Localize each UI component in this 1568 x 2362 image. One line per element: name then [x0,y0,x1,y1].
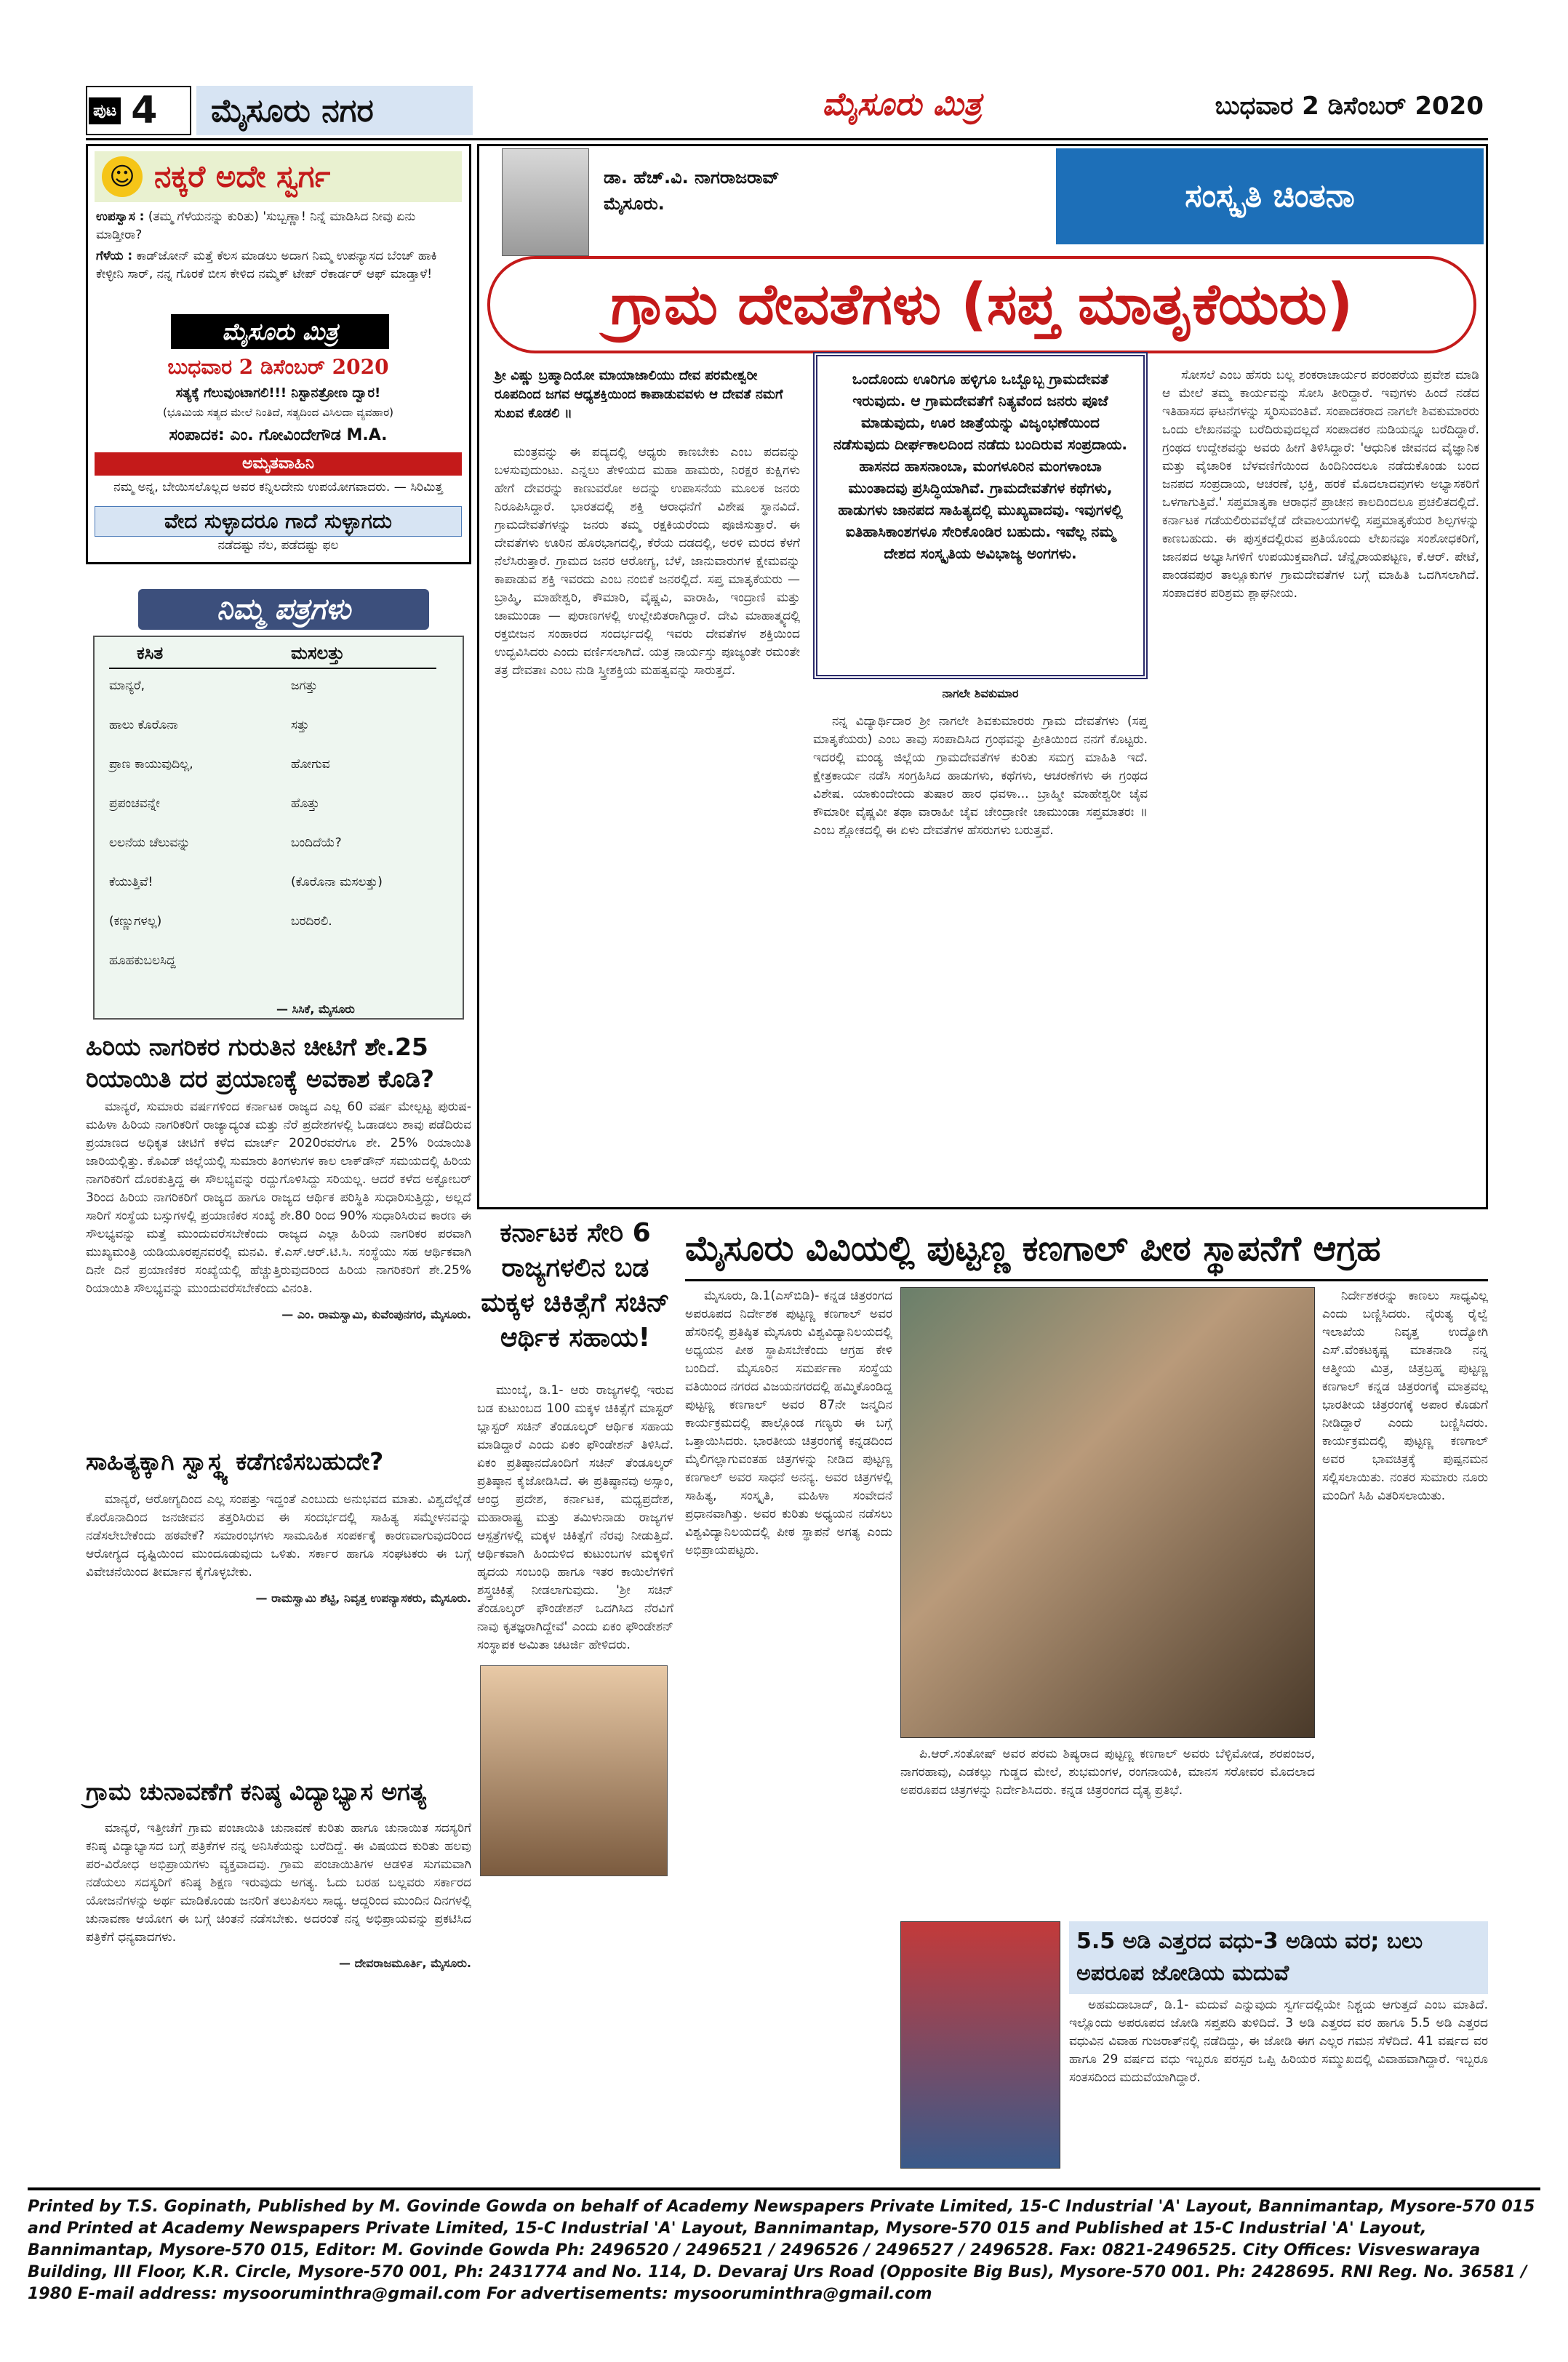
proverb-text: ನಡೆದಷ್ಟು ನೆಲ, ಪಡೆದಷ್ಟು ಫಲ [217,538,339,553]
author-place: ಮೈಸೂರು. [604,193,665,214]
tagline-line2: (ಭೂಮಿಯ ಸತ್ಯದ ಮೇಲೆ ನಿಂತಿದೆ, ಸತ್ಯದಿಂದ ವಿಸಿಲದಾ ವ್ಯವಹಾರ) [162,406,394,419]
author-name: ಡಾ. ಹೆಚ್.ವಿ. ನಾಗರಾಜರಾವ್ [604,167,780,188]
joke1-body: (ತಮ್ಮ ಗೆಳೆಯನನ್ನು ಕುರಿತು) 'ಸುಬ್ಬಣ್ಣಾ! ನಿನ್ನೆ ಮಾಡಿಸಿದ ನೀವು ಏನು ಮಾಡ್ತೀರಾ? [96,209,416,242]
feature-column-2 [813,713,1148,1200]
pull-quote: ಒಂದೊಂದು ಊರಿಗೂ ಹಳ್ಳಿಗೂ ಒಬ್ಬೊಬ್ಬ ಗ್ರಾಮದೇವತೆ ಇರುವುದು. ಆ ಗ್ರಾಮದೇವತೆಗೆ ನಿತ್ಯವೆಂದ ಜನರು ಪೂಜೆ ಮಾಡುವುದು, ಊರ ಜಾತ್ರೆಯನ್ನು ವಿಜೃಂಭಣೆಯಿಂದ ನಡೆಸುವುದು ದೀರ್ಘಕಾಲದಿಂದ ನಡೆದು ಬಂದಿರುವ ಸಂಪ್ರದಾಯ. ಹಾಸನದ ಹಾಸನಾಂಬಾ, ಮಂಗಳೂರಿನ ಮಂಗಳಾಂಬಾ ಮುಂತಾದವು ಪ್ರಸಿದ್ಧಿಯಾಗಿವೆ. ಗ್ರಾಮದೇವತೆಗಳ ಕಥೆಗಳು, ಹಾಡುಗಳು ಜಾನಪದ ಸಾಹಿತ್ಯದಲ್ಲಿ ಮುಖ್ಯವಾದವು. ಇವುಗಳಲ್ಲಿ ಐತಿಹಾಸಿಕಾಂಶಗಳೂ ಸೇರಿಕೊಂಡಿರ ಬಹುದು. ಇವೆಲ್ಲ ನಮ್ಮ ದೇಶದ ಸಂಸ್ಕೃತಿಯ ಅವಿಭಾಜ್ಯ ಅಂಗಗಳು. [813,352,1148,679]
page-number-box [86,86,191,135]
page-label: ಪುಟ [89,97,121,124]
laughing-face-icon: ☺ [102,156,143,197]
wedding-body [1069,1996,1488,2178]
poem-right-line: ಸತ್ತು [291,718,309,732]
feature-column-3-text: ಸೋಸಲೆ ಎಂಬ ಹೆಸರು ಬಲ್ಲ ಶಂಕರಾಚಾರ್ಯರ ಪರಂಪರೆಯ ಪ್ರವೇಶ ಮಾಡಿ ಆ ಮೇಲೆ ತಮ್ಮ ಕಾರ್ಯವನ್ನು ಸೋಸಿ ತೀರಿದ್ದಾರೆ. ಇವುಗಳು ಹಿಂದೆ ನಡೆದ ಇತಿಹಾಸದ ಘಟನೆಗಳನ್ನು ಸ್ಮರಿಸುವಂತಿವೆ. ಸಂಪಾದಕರಾದ ನಾಗಲೇ ಶಿವಕುಮಾರರು ಒಂದು ಲೇಖನವನ್ನು ಬರೆದಿರುವುದಲ್ಲದೆ ಸಂಪಾದಕರ ನುಡಿಯನ್ನೂ ಬರೆದಿದ್ದಾರೆ. ಗ್ರಂಥದ ಉದ್ದೇಶವನ್ನು ಅವರು ಹೀಗೆ ತಿಳಿಸಿದ್ದಾರೆ: 'ಆಧುನಿಕ ಜೀವನದ ವೈಜ್ಞಾನಿಕ ಮತ್ತು ವೈಚಾರಿಕ ಬೆಳವಣಿಗೆಯಿಂದ ಹಿಂದಿನಿಂದಲೂ ನಡೆದುಕೊಂಡು ಬಂದ ಜನಪದ ಸಂಪ್ರದಾಯ, ಆಚರಣೆ, ಭಕ್ತಿ, ಹರಕೆ ಮೊದಲಾದವುಗಳು ಅಭ್ಯಾಸಕರಿಗೆ ಒಳಗಾಗುತ್ತಿವೆ.' ಸಪ್ತಮಾತೃಕಾ ಆರಾಧನೆ ಪ್ರಾಚೀನ ಕಾಲದಿಂದಲೂ ಪ್ರಚಲಿತದಲ್ಲಿದೆ. ಕರ್ನಾಟಕ ಗಡೆಯಲಿರುವವೆಲ್ಲೆಡೆ ದೇವಾಲಯಗಳಲ್ಲಿ ಸಪ್ತಮಾತೃಕೆಯರ ಶಿಲ್ಪಗಳನ್ನು ಕಾಣಬಹುದು. ಈ ಪುಸ್ತಕದಲ್ಲಿರುವ ಪ್ರತಿಯೊಂದು ಲೇಖನವೂ ಸಂಶೋಧಕರಿಗೆ, ಜಾನಪದ ಅಭ್ಯಾಸಿಗಳಿಗೆ ಉಪಯುಕ್ತವಾಗಿದೆ. ಚೆನ್ನೈರಾಯಪಟ್ಟಣ, ಕೆ.ಆರ್. ಪೇಟೆ, ಪಾಂಡವಪುರ ತಾಲ್ಲೂಕುಗಳ ಗ್ರಾಮದೇವತೆಗಳ ಬಗ್ಗೆ ಮಾಹಿತಿ ಒದಗಿಸಲಾಗಿದೆ. ಸಂಪಾದಕರ ಪರಿಶ್ರಮ ಶ್ಲಾಘನೀಯ. [1162,368,1479,601]
joke-text [96,208,463,284]
feature-verse: ಶ್ರೀ ವಿಷ್ಣು ಬ್ರಹ್ಮಾದಿಯೋ ಮಾಯಾಜಾಲಿಯು ದೇವ ಪರಮೇಶ್ವರೀ ರೂಪದಿಂದ ಜಗವ ಆಧ್ಯಶಕ್ತಿಯಿಂದ ಕಾಪಾಡುವವಳು ಆ ದೇವತೆ ನಮಗೆ ಸುಖವ ಕೊಡಲಿ ॥ [495,368,783,421]
kanagal-column-2-text: ಪಿ.ಆರ್.ಸಂತೋಷ್ ಅವರ ಪರಮ ಶಿಷ್ಯರಾದ ಪುಟ್ಟಣ್ಣ ಕಣಗಾಲ್ ಅವರು ಬೆಳ್ಳಿಮೋಡ, ಶರಪಂಜರ, ನಾಗರಹಾವು, ಎಡಕಲ್ಲು ಗುಡ್ಡದ ಮೇಲೆ, ಶುಭಮಂಗಳ, ರಂಗನಾಯಕಿ, ಮಾನಸ ಸರೋವರ ಮೊದಲಾದ ಅಪರೂಪದ ಚಿತ್ರಗಳನ್ನು ನಿರ್ದೇಶಿಸಿದರು. ಕನ್ನಡ ಚಿತ್ರರಂಗದ ದೈತ್ಯ ಪ್ರತಿಭೆ. [900,1747,1315,1798]
poem-right-heading: ಮಸಲತ್ತು [291,643,345,663]
issue-date: ಬುಧವಾರ 2 ಡಿಸೆಂಬರ್ 2020 [1215,92,1484,121]
letter1-text: ಮಾನ್ಯರೆ, ಸುಮಾರು ವರ್ಷಗಳಿಂದ ಕರ್ನಾಟಕ ರಾಜ್ಯದ ಎಲ್ಲ 60 ವರ್ಷ ಮೇಲ್ಪಟ್ಟ ಪುರುಷ-ಮಹಿಳಾ ಹಿರಿಯ ನಾಗರಿಕರಿಗೆ ರಾಜ್ಯಾದ್ಯಂತ ಮತ್ತು ನೆರೆ ಪ್ರದೇಶಗಳಲ್ಲಿ ಓಡಾಡಲು ಶಾವು ಪಡೆದಿರುವ ಪ್ರಯಾಣದ ಅಧಿಕೃತ ಚೀಟಿಗೆ ಕಳೆದ ಮಾರ್ಚ್ 2020ರವರೆಗೂ ಶೇ. 25% ರಿಯಾಯಿತಿ ಜಾರಿಯಲ್ಲಿತ್ತು. ಕೊವಿಡ್ ಜಿಲ್ಲೆಯಲ್ಲಿ ಸುಮಾರು ತಿಂಗಳುಗಳ ಕಾಲ ಲಾಕ್‌ಡೌನ್ ಸಮಯದಲ್ಲಿ ಹಿರಿಯ ನಾಗರಿಕರಿಗೆ ದೊರಕುತ್ತಿದ್ದ ಈ ಸೌಲಭ್ಯವನ್ನು ರದ್ದುಗೊಳಿಸಿದ್ದು ಸರಿಯಲ್ಲ. ಆದರೆ ಕಳೆದ ಅಕ್ಟೋಬರ್ 3ರಿಂದ ಹಿರಿಯ ನಾಗರಿಕರಿಗೆ ರಾಜ್ಯದ ಹಾಗೂ ರಾಜ್ಯದ ಆರ್ಥಿಕ ಪರಿಸ್ಥಿತಿ ಸುಧಾರಿಸುತ್ತಿದ್ದು, ಅಲ್ಲದೆ ಸಾರಿಗೆ ಸಂಸ್ಥೆಯ ಬಸ್ಸುಗಳಲ್ಲಿ ಪ್ರಯಾಣಿಕರ ಸಂಖ್ಯೆ ಶೇ.80 ರಿಂದ 90% ಸುಧಾರಿಸಿರುವ ಕಾರಣ ಈ ಸೌಲಭ್ಯವನ್ನು ಮತ್ತೆ ಮುಂದುವರೆಸಬೇಕೆಂದು ರಾಜ್ಯದ ಎಲ್ಲಾ ಹಿರಿಯ ನಾಗರಿಕರ ಪರವಾಗಿ ಮುಖ್ಯಮಂತ್ರಿ ಯಡಿಯೂರಪ್ಪನವರಲ್ಲಿ ಮನವಿ. ಕೆ.ಎಸ್.ಆರ್.ಟಿ.ಸಿ. ಸಂಸ್ಥೆಯು ಸಹ ಆರ್ಥಿಕವಾಗಿ ದಿನೇ ದಿನೆ ಪ್ರಯಾಣಿಕರ ಸಂಖ್ಯೆಯಲ್ಲಿ ಹೆಚ್ಚುತ್ತಿರುವುದರಿಂದ ಹಿರಿಯ ನಾಗರಿಕರಿಗೆ ಶೇ.25% ರಿಯಾಯಿತಿ ಸೌಲಭ್ಯವನ್ನು ಮುಂದುವರೆಸಬೇಕೆಂದು ವಿನಂತಿ. [86,1100,471,1296]
feature-column-1-text: ಮಂತ್ರವನ್ನು ಈ ಪದ್ಯದಲ್ಲಿ ಆಧ್ಯರು ಕಾಣಬೇಕು ಎಂಬ ಪದವನ್ನು ಬಳಸುವುದುಂಟು. ಎನ್ನಲು ತೇಳಿಯದ ಮಹಾ ಹಾಮರು, ನಿರಕ್ಷರ ಕುಕ್ಷಿಗಳು ಹೇಗೆ ದೇವರನ್ನು ಕಾಣುವರೋ ಅದನ್ನು ಉಪಾಸನೆಯ ಮೂಲಕ ಜನರು ನಿರೂಪಿಸಿದ್ದಾರೆ. ಭಾರತದಲ್ಲಿ ಶಕ್ತಿ ಆರಾಧನೆಗೆ ವಿಶೇಷ ಸ್ಥಾನವಿದೆ. ಗ್ರಾಮದೇವತೆಗಳನ್ನು ಜನರು ತಮ್ಮ ರಕ್ಷಕಿಯರೆಂದು ಪೂಜಿಸುತ್ತಾರೆ. ಈ ದೇವತೆಗಳು ಊರಿನ ಹೊರಭಾಗದಲ್ಲಿ, ಕೆರೆಯ ದಡದಲ್ಲಿ, ಅರಳಿ ಮರದ ಕೆಳಗೆ ನೆಲೆಸಿರುತ್ತಾರೆ. ಗ್ರಾಮದ ಜನರ ಆರೋಗ್ಯ, ಬೆಳೆ, ಜಾನುವಾರುಗಳ ಕ್ಷೇಮವನ್ನು ಕಾಪಾಡುವ ಶಕ್ತಿ ಇವರದು ಎಂಬ ನಂಬಿಕೆ ಜನರಲ್ಲಿದೆ. ಸಪ್ತ ಮಾತೃಕೆಯರು — ಬ್ರಾಹ್ಮಿ, ಮಾಹೇಶ್ವರಿ, ಕೌಮಾರಿ, ವೈಷ್ಣವಿ, ವಾರಾಹಿ, ಇಂದ್ರಾಣಿ ಮತ್ತು ಚಾಮುಂಡಾ — ಪುರಾಣಗಳಲ್ಲಿ ಉಲ್ಲೇಖಿತರಾಗಿದ್ದಾರೆ. ದೇವಿ ಮಾಹಾತ್ಮ್ಯದಲ್ಲಿ ರಕ್ತಬೀಜನ ಸಂಹಾರದ ಸಂದರ್ಭದಲ್ಲಿ ಇವರು ದೇವತೆಗಳ ಶಕ್ತಿಯಿಂದ ಉದ್ಭವಿಸಿದರು ಎಂದು ವರ್ಣಿಸಲಾಗಿದೆ. ಯತ್ರ ನಾರ್ಯಸ್ತು ಪೂಜ್ಯಂತೇ ರಮಂತೇ ತತ್ರ ದೇವತಾಃ ಎಂಬ ನುಡಿ ಸ್ತ್ರೀಶಕ್ತಿಯ ಮಹತ್ವವನ್ನು ಸಾರುತ್ತದೆ. [495,445,800,678]
poem-left-line: ಹಾಲು ಕೊರೊನಾ [109,718,178,732]
letter3-text: ಮಾನ್ಯರೆ, ಇತ್ತೀಚೆಗೆ ಗ್ರಾಮ ಪಂಚಾಯಿತಿ ಚುನಾವಣೆ ಕುರಿತು ಹಾಗೂ ಚುನಾಯಿತ ಸದಸ್ಯರಿಗೆ ಕನಿಷ್ಠ ವಿದ್ಯಾಭ್ಯಾಸದ ಬಗ್ಗೆ ಪತ್ರಿಕೆಗಳ ನನ್ನ ಅನಿಸಿಕೆಯನ್ನು ಬರೆದಿದ್ದೆ. ಈ ವಿಷಯದ ಕುರಿತು ಹಲವು ಪರ-ವಿರೋಧ ಅಭಿಪ್ರಾಯಗಳು ವ್ಯಕ್ತವಾದವು. ಗ್ರಾಮ ಪಂಚಾಯಿತಿಗಳ ಆಡಳಿತ ಸುಗಮವಾಗಿ ನಡೆಯಲು ಸದಸ್ಯರಿಗೆ ಕನಿಷ್ಠ ಶಿಕ್ಷಣ ಇರುವುದು ಅಗತ್ಯ. ಓದು ಬರಹ ಬಲ್ಲವರು ಸರ್ಕಾರದ ಯೋಜನೆಗಳನ್ನು ಅರ್ಥ ಮಾಡಿಕೊಂಡು ಜನರಿಗೆ ತಲುಪಿಸಲು ಸಾಧ್ಯ. ಆದ್ದರಿಂದ ಮುಂದಿನ ದಿನಗಳಲ್ಲಿ ಚುನಾವಣಾ ಆಯೋಗ ಈ ಬಗ್ಗೆ ಚಿಂತನೆ ನಡೆಸಬೇಕು. ಅದರಂತೆ ನನ್ನ ಅಭಿಪ್ರಾಯವನ್ನು ಪ್ರಕಟಿಸಿದ ಪತ್ರಿಕೆಗೆ ಧನ್ಯವಾದಗಳು. [86,1821,471,1945]
amrutha-text: ನಮ್ಮ ಅನ್ನ, ಬೇಯಿಸಲೊಲ್ಲದ ಅವರ ಕನ್ನಿಲದೇನು ಉಪಯೋಗವಾದರು. — ಸಿರಿಮಿತ್ತ [113,480,443,495]
feature-column-2-text: ನನ್ನ ವಿದ್ಯಾರ್ಥಿದಾರ ಶ್ರೀ ನಾಗಲೇ ಶಿವಕುಮಾರರು ಗ್ರಾಮ ದೇವತೆಗಳು (ಸಪ್ತ ಮಾತೃಕೆಯರು) ಎಂಬ ತಾವು ಸಂಪಾದಿಸಿದ ಗ್ರಂಥವನ್ನು ಪ್ರೀತಿಯಿಂದ ನನಗೆ ಕೊಟ್ಟರು. ಇದರಲ್ಲಿ ಮಂಡ್ಯ ಜಿಲ್ಲೆಯ ಗ್ರಾಮದೇವತೆಗಳ ಕುರಿತು ಸಮಗ್ರ ಮಾಹಿತಿ ಇದೆ. ಕ್ಷೇತ್ರಕಾರ್ಯ ನಡೆಸಿ ಸಂಗ್ರಹಿಸಿದ ಹಾಡುಗಳು, ಕಥೆಗಳು, ಆಚರಣೆಗಳು ಈ ಗ್ರಂಥದ ವಿಶೇಷ. ಯಾಕುಂದೇಂದು ತುಷಾರ ಹಾರ ಧವಳಾ... ಬ್ರಾಹ್ಮೀ ಮಾಹೇಶ್ವರೀ ಚೈವ ಕೌಮಾರೀ ವೈಷ್ಣವೀ ತಥಾ ವಾರಾಹೀ ಚೈವ ಚೇಂದ್ರಾಣೀ ಚಾಮುಂಡಾ ಸಪ್ತಮಾತರಃ ॥ ಎಂಬ ಶ್ಲೋಕದಲ್ಲಿ ಈ ಏಳು ದೇವತೆಗಳ ಹೆಸರುಗಳು ಬರುತ್ತವೆ. [813,714,1148,838]
letters-banner: ನಿಮ್ಮ ಪತ್ರಗಳು [138,589,429,630]
box-date: ಬುಧವಾರ 2 ಡಿಸೆಂಬರ್ 2020 [167,355,389,379]
imprint-footer: Printed by T.S. Gopinath, Published by M. Govinde Gowda on behalf of Academy Newspapers Private Limited, 15-C Industrial 'A' Layout, Bannimantap, Mysore-570 015 and Printed at Academy Newspapers Private Limited, 15-C Industrial 'A' Layout, Bannimantap, Mysore-570 015 and Published at 15-C Industrial 'A' Layout, Bannimantap, Mysore-570 015, Editor: M. Govinde Gowda Ph: 2496520 / 2496521 / 2496526 / 2496527 / 2496528. Fax: 0821-2496525. City Offices: Visveswaraya Building, III Floor, K.R. Circle, Mysore-570 001, Ph: 2431774 and No. 114, D. Devaraj Urs Road (Opposite Big Bus), Mysore-570 001. Ph: 2428695. RNI Reg. No. 36581 / 1980 E-mail address: mysooruminthra@gmail.com For advertisements: mysooruminthra@gmail.com [28,2198,1535,2303]
poem-left-line: ಲಲನೆಯ ಚೆಲುವನ್ನು [109,836,191,850]
poem-right-line: ಬರದಿರಲಿ. [291,914,332,929]
poem-left-line: ಪ್ರಪಂಚವನ್ನೇ [109,796,160,811]
author-photo [502,148,589,256]
sachin-photo [480,1665,668,1876]
editor-credit: ಸಂಪಾದಕ: ಎಂ. ಗೋವಿಂದೇಗೌಡ M.A. [169,426,388,444]
wedding-photo [900,1921,1060,2169]
page-number: 4 [131,89,158,132]
poem-right-line: ಹೊತ್ತು [291,796,320,811]
letter3-headline: ಗ್ರಾಮ ಚುನಾವಣೆಗೆ ಕನಿಷ್ಠ ವಿದ್ಯಾಭ್ಯಾಸ ಅಗತ್ಯ [86,1777,427,1806]
joke2-body: ಕಾಡ್‌ಜೋನ್ ಮತ್ತೆ ಕೆಲಸ ಮಾಡಲು ಅದಾಗ ನಿಮ್ಮ ಉಪನ್ಯಾಸದ ಬೆಂಚ್ ಹಾಕಿ ಕೇಳ್ಳೀನಿ ಸಾರ್, ನನ್ನ ಗೊರಕೆ ಬೀಸ ಕೇಳಿದ ನಮ್ಮೆಕ್ ಟೇಪ್ ರೆಕಾರ್ಡರ್ ಆಫ್ ಮಾಡ್ತಾಳೆ! [96,249,437,281]
poem-right-line: ಹೋಗುವ [291,757,330,772]
sachin-body-text: ಮುಂಬೈ, ಡಿ.1- ಆರು ರಾಜ್ಯಗಳಲ್ಲಿ ಇರುವ ಬಡ ಕುಟುಂಬದ 100 ಮಕ್ಕಳ ಚಿಕಿತ್ಸೆಗೆ ಮಾಸ್ಟರ್ ಬ್ಲಾಸ್ಟರ್ ಸಚಿನ್ ತೆಂಡೂಲ್ಕರ್ ಆರ್ಥಿಕ ಸಹಾಯ ಮಾಡಿದ್ದಾರೆ ಎಂದು ಏಕಂ ಫೌಂಡೇಶನ್ ತಿಳಿಸಿದೆ. ಏಕಂ ಪ್ರತಿಷ್ಠಾನದೊಂದಿಗೆ ಸಚಿನ್ ತೆಂಡೂಲ್ಕರ್ ಪ್ರತಿಷ್ಠಾನ ಕೈಜೋಡಿಸಿದೆ. ಈ ಪ್ರತಿಷ್ಠಾನವು ಅಸ್ಸಾಂ, ಆಂಧ್ರ ಪ್ರದೇಶ, ಕರ್ನಾಟಕ, ಮಧ್ಯಪ್ರದೇಶ, ಮಹಾರಾಷ್ಟ್ರ ಮತ್ತು ತಮಿಳುನಾಡು ರಾಜ್ಯಗಳ ಆಸ್ಪತ್ರೆಗಳಲ್ಲಿ ಮಕ್ಕಳ ಚಿಕಿತ್ಸೆಗೆ ನೆರವು ನೀಡುತ್ತಿದೆ. ಆರ್ಥಿಕವಾಗಿ ಹಿಂದುಳಿದ ಕುಟುಂಬಗಳ ಮಕ್ಕಳಿಗೆ ಹೃದಯ ಸಂಬಂಧಿ ಹಾಗೂ ಇತರ ಕಾಯಿಲೆಗಳಿಗೆ ಶಸ್ತ್ರಚಿಕಿತ್ಸೆ ನೀಡಲಾಗುವುದು. 'ಶ್ರೀ ಸಚಿನ್ ತೆಂಡೂಲ್ಕರ್ ಫೌಂಡೇಶನ್ ಒದಗಿಸಿದ ನೆರವಿಗೆ ನಾವು ಕೃತಜ್ಞರಾಗಿದ್ದೇವೆ' ಎಂದು ಏಕಂ ಫೌಂಡೇಶನ್ ಸಂಸ್ಥಾಪಕ ಅಮಿತಾ ಚಟರ್ಜಿ ಹೇಳಿದರು. [477,1383,673,1652]
masthead-small-logo: ಮೈಸೂರು ಮಿತ್ರ [171,314,389,349]
poem-right-line: ಬಂದಿದೆಯೆ? [291,836,342,850]
kanagal-column-3 [1322,1287,1488,1745]
feature-headline: ಗ್ರಾಮ ದೇವತೆಗಳು (ಸಪ್ತ ಮಾತೃಕೆಯರು) [487,256,1476,353]
nakkare-header [95,151,462,202]
nakkare-title: ನಕ್ಕರೆ ಅದೇ ಸ್ವರ್ಗ [154,159,331,194]
poem-author: — ಸಿಸಿಕೆ, ಮೈಸೂರು [276,1002,355,1016]
wedding-body-text: ಅಹಮದಾಬಾದ್, ಡಿ.1- ಮದುವೆ ಎನ್ನುವುದು ಸ್ವರ್ಗದಲ್ಲಿಯೇ ನಿಶ್ಚಯ ಆಗುತ್ತದೆ ಎಂಬ ಮಾತಿದೆ. ಇಲ್ಲೊಂದು ಅಪರೂಪದ ಜೋಡಿ ಸಪ್ತಪದಿ ತುಳಿದಿದೆ. 3 ಅಡಿ ಎತ್ತರದ ವರ ಹಾಗೂ 5.5 ಅಡಿ ಎತ್ತರದ ವಧುವಿನ ವಿವಾಹ ಗುಜರಾತ್‌ನಲ್ಲಿ ನಡೆದಿದ್ದು, ಈ ಜೋಡಿ ಈಗ ಎಲ್ಲರ ಗಮನ ಸೆಳೆದಿದೆ. 41 ವರ್ಷದ ವರ ಹಾಗೂ 29 ವರ್ಷದ ವಧು ಇಬ್ಬರೂ ಪರಸ್ಪರ ಒಪ್ಪಿ ಹಿರಿಯರ ಸಮ್ಮುಖದಲ್ಲಿ ವಿವಾಹವಾಗಿದ್ದಾರೆ. ಇಬ್ಬರೂ ಸಂತಸದಿಂದ ಮದುವೆಯಾಗಿದ್ದಾರೆ. [1069,1998,1488,2085]
poem-left-heading: ಕಸಿತ [137,643,164,663]
masthead-logo: ಮೈಸೂರು ಮಿತ್ರ [822,86,982,123]
letter2-author: — ರಾಮಸ್ವಾಮಿ ಶೆಟ್ಟಿ, ನಿವೃತ್ತ ಉಪನ್ಯಾಸಕರು, ಮೈಸೂರು. [255,1591,471,1605]
poem-left-line: ಮಾನ್ಯರೆ, [109,678,145,693]
kanagal-column-3-text: ನಿರ್ದೇಶಕರನ್ನು ಕಾಣಲು ಸಾಧ್ಯವಿಲ್ಲ ಎಂದು ಬಣ್ಣಿಸಿದರು. ನೈರುತ್ಯ ರೈಲ್ವೆ ಇಲಾಖೆಯ ನಿವೃತ್ತ ಉದ್ಯೋಗಿ ಎಸ್.ವೆಂಕಟಕೃಷ್ಣ ಮಾತನಾಡಿ ನನ್ನ ಆತ್ಮೀಯ ಮಿತ್ರ, ಚಿತ್ರಬ್ರಹ್ಮ ಪುಟ್ಟಣ್ಣ ಕಣಗಾಲ್ ಕನ್ನಡ ಚಿತ್ರರಂಗಕ್ಕೆ ಮಾತ್ರವಲ್ಲ ಭಾರತೀಯ ಚಿತ್ರರಂಗಕ್ಕೆ ಅಪಾರ ಕೊಡುಗೆ ನೀಡಿದ್ದಾರೆ ಎಂದು ಬಣ್ಣಿಸಿದರು. ಕಾರ್ಯಕ್ರಮದಲ್ಲಿ ಪುಟ್ಟಣ್ಣ ಕಣಗಾಲ್ ಅವರ ಭಾವಚಿತ್ರಕ್ಕೆ ಪುಷ್ಪನಮನ ಸಲ್ಲಿಸಲಾಯಿತು. ನಂತರ ಸುಮಾರು ನೂರು ಮಂದಿಗೆ ಸಿಹಿ ವಿತರಿಸಲಾಯಿತು. [1322,1289,1488,1503]
amrutha-heading: ಅಮೃತವಾಹಿನಿ [95,452,462,476]
poem-left-line: ಕೆಯುತ್ತಿವೆ! [109,875,153,889]
proverb-heading: ವೇದ ಸುಳ್ಳಾದರೂ ಗಾದೆ ಸುಳ್ಳಾಗದು [95,506,462,537]
wedding-headline: 5.5 ಅಡಿ ಎತ್ತರದ ವಧು-3 ಅಡಿಯ ವರ; ಬಲು ಅಪರೂಪ ಜೋಡಿಯ ಮದುವೆ [1069,1921,1488,1994]
letter3-author: — ದೇವರಾಜಮೂರ್ತಿ, ಮೈಸೂರು. [339,1956,471,1970]
poem-right-line: ಜಗತ್ತು [291,678,318,693]
tagline-line1: ಸತ್ಯಕ್ಕೆ ಗೆಲುವುಂಟಾಗಲಿ!!! ನಿಸ್ಟಾನತ್ರೋಣ ದ್ವಾರ! [175,385,381,401]
kanagal-headline: ಮೈಸೂರು ವಿವಿಯಲ್ಲಿ ಪುಟ್ಟಣ್ಣ ಕಣಗಾಲ್ ಪೀಠ ಸ್ಥಾಪನೆಗೆ ಆಗ್ರಹ [685,1216,1488,1281]
letter2-body [86,1491,471,1774]
letter1-author: — ಎಂ. ರಾಮಸ್ವಾಮಿ, ಕುವೆಂಪುನಗರ, ಮೈಸೂರು. [281,1308,471,1321]
poem-right-line: (ಕೊರೊನಾ ಮಸಲತ್ತು) [291,875,383,889]
column-name: ಸಂಸ್ಕೃತಿ ಚಿಂತನಾ [1056,148,1484,244]
footer-divider [28,2187,1540,2190]
poem-left-line: (ಕಣ್ಣುಗಳಲ್ಲ) [109,914,162,929]
joke2-label: ಗೆಳೆಯ : [96,249,133,263]
nakkare-box [86,144,471,564]
kanagal-column-1 [685,1287,892,2014]
kanagal-event-photo [900,1287,1315,1738]
section-title: ಮೈಸೂರು ನಗರ [196,86,473,135]
header-divider [86,138,1488,140]
feature-column-1 [495,444,800,1200]
book-author: ನಾಗಲೇ ಶಿವಕುಮಾರ [942,686,1019,700]
joke1-label: ಉಪಸ್ವಾಸ : [96,209,145,224]
kanagal-column-1-text: ಮೈಸೂರು, ಡಿ.1(ಎಸ್‌ಬಿಡಿ)- ಕನ್ನಡ ಚಿತ್ರರಂಗದ ಅಪರೂಪದ ನಿರ್ದೇಶಕ ಪುಟ್ಟಣ್ಣ ಕಣಗಾಲ್ ಅವರ ಹೆಸರಿನಲ್ಲಿ ಪ್ರತಿಷ್ಠಿತ ಮೈಸೂರು ವಿಶ್ವವಿದ್ಯಾನಿಲಯದಲ್ಲಿ ಅಧ್ಯಯನ ಪೀಠ ಸ್ಥಾಪಿಸಬೇಕೆಂದು ಆಗ್ರಹ ಕೇಳಿ ಬಂದಿದೆ. ಮೈಸೂರಿನ ಸಮರ್ಪಣಾ ಸಂಸ್ಥೆಯ ವತಿಯಿಂದ ನಗರದ ವಿಜಯನಗರದಲ್ಲಿ ಹಮ್ಮಿಕೊಂಡಿದ್ದ ಪುಟ್ಟಣ್ಣ ಕಣಗಾಲ್ ಅವರ 87ನೇ ಜನ್ಮದಿನ ಕಾರ್ಯಕ್ರಮದಲ್ಲಿ ಪಾಲ್ಗೊಂಡ ಗಣ್ಯರು ಈ ಬಗ್ಗೆ ಒತ್ತಾಯಿಸಿದರು. ಭಾರತೀಯ ಚಿತ್ರರಂಗಕ್ಕೆ ಕನ್ನಡದಿಂದ ಮೈಲಿಗಲ್ಲಾಗುವಂತಹ ಚಿತ್ರಗಳನ್ನು ನೀಡಿದ ಪುಟ್ಟಣ್ಣ ಕಣಗಾಲ್ ಅವರ ಸಾಧನೆ ಅನನ್ಯ. ಅವರ ಚಿತ್ರಗಳಲ್ಲಿ ಸಾಹಿತ್ಯ, ಸಂಸ್ಕೃತಿ, ಮಹಿಳಾ ಸಂವೇದನೆ ಪ್ರಧಾನವಾಗಿತ್ತು. ಅವರ ಕುರಿತು ಅಧ್ಯಯನ ನಡೆಸಲು ವಿಶ್ವವಿದ್ಯಾನಿಲಯದಲ್ಲಿ ಪೀಠ ಸ್ಥಾಪನೆ ಅಗತ್ಯ ಎಂದು ಅಭಿಪ್ರಾಯಪಟ್ಟರು. [685,1289,892,1558]
feature-column-3 [1162,367,1479,1200]
poem-left-line: ಹೂಹಕುಬಲಸಿದ್ದ [109,953,176,968]
letter1-headline: ಹಿರಿಯ ನಾಗರಿಕರ ಗುರುತಿನ ಚೀಟಿಗೆ ಶೇ.25 ರಿಯಾಯಿತಿ ದರ ಪ್ರಯಾಣಕ್ಕೆ ಅವಕಾಶ ಕೊಡಿ? [86,1033,435,1093]
letter1-body [86,1098,471,1440]
kanagal-column-2 [900,1745,1315,1913]
letter2-text: ಮಾನ್ಯರೆ, ಆರೋಗ್ಯದಿಂದ ಎಲ್ಲ ಸಂಪತ್ತು ಇದ್ದಂತೆ ಎಂಬುದು ಅನುಭವದ ಮಾತು. ವಿಶ್ವದೆಲ್ಲೆಡೆ ಕೊರೊನಾದಿಂದ ಜನಜೀವನ ತತ್ತರಿಸಿರುವ ಈ ಸಂದರ್ಭದಲ್ಲಿ ಸಾಹಿತ್ಯ ಸಮ್ಮೇಳನವನ್ನು ನಡೆಸಲೇಬೇಕೆಂದು ಹಠವೇಕೆ? ಸಮಾರಂಭಗಳು ಸಾಮೂಹಿಕ ಸಂಪರ್ಕಕ್ಕೆ ಕಾರಣವಾಗುವುದರಿಂದ ಆರೋಗ್ಯದ ದೃಷ್ಟಿಯಿಂದ ಮುಂದೂಡುವುದು ಒಳಿತು. ಸರ್ಕಾರ ಹಾಗೂ ಸಂಘಟಕರು ಈ ಬಗ್ಗೆ ವಿವೇಚನೆಯಿಂದ ತೀರ್ಮಾನ ಕೈಗೊಳ್ಳಬೇಕು. [86,1492,471,1580]
tagline [95,384,462,422]
letter2-headline: ಸಾಹಿತ್ಯಕ್ಕಾಗಿ ಸ್ವಾಸ್ಥ್ಯ ಕಡೆಗಣಿಸಬಹುದೇ? [86,1447,384,1476]
author-byline [604,164,780,217]
poem-left-line: ಪ್ರಾಣ ಕಾಯುವುದಿಲ್ಲ, [109,757,193,772]
poem-divider [109,668,436,669]
sachin-headline: ಕರ್ನಾಟಕ ಸೇರಿ 6 ರಾಜ್ಯಗಳಲಿನ ಬಡ ಮಕ್ಕಳ ಚಿಕಿತ್ಸೆಗೆ ಸಚಿನ್ ಆರ್ಥಿಕ ಸಹಾಯ! [481,1218,670,1353]
